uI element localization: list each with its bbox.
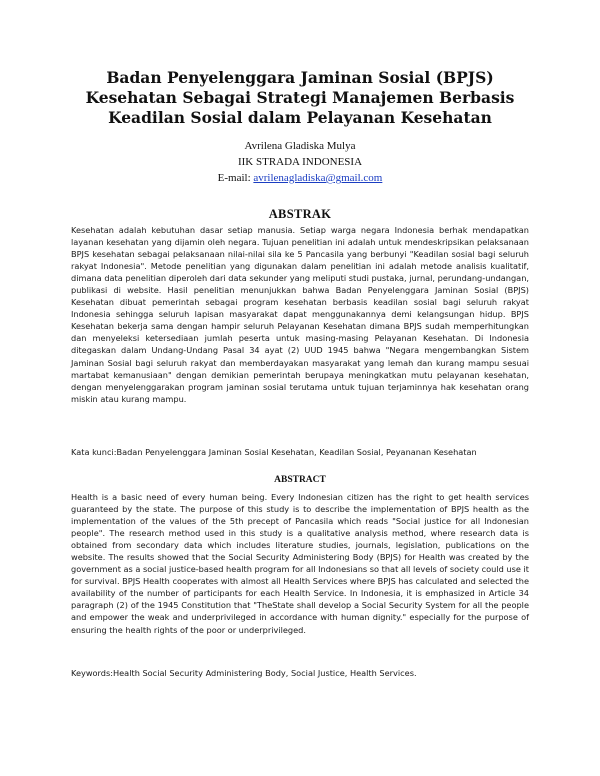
abstract-keywords: Keywords:Health Social Security Administering Body, Social Justice, Health Services. <box>71 668 417 678</box>
author-affiliation: IIK STRADA INDONESIA <box>237 156 363 168</box>
abstrak-keywords: Kata kunci:Badan Penyelenggara Jaminan Sosial Kesehatan, Keadilan Sosial, Peyananan Kesehatan <box>71 447 477 457</box>
author-block <box>150 138 450 186</box>
abstract-text: Health is a basic need of every human being. Every Indonesian citizen has the right to get health services guaranteed by the state. The purpose of this study is to describe the implementation of BPJS health as the implementation of the values of the 5th precept of Pancasila which reads "Social justice for all Indonesian people". The research method used in this study is a qualitative analysis method, where research data is obtained from secondary data which includes literature studies, journals, legislation, publications on the website. The results showed that the Social Security Administering Body (BPJS) for Health was created by the government as a social justice-based health program for all Indonesians so that all levels of society could use it for survival. BPJS Health cooperates with almost all Health Services where BPJS has calculated and selected the availability of the number of participants for each Health Service. In Indonesia, it is emphasized in Article 34 paragraph (2) of the 1945 Constitution that "TheState shall develop a Social Security System for all the people and empower the weak and underprivileged in accordance with human dignity." especially for the purpose of ensuring the health rights of the poor or underprivileged. <box>71 492 529 635</box>
abstract-heading: ABSTRACT <box>274 475 326 485</box>
author-email-line <box>150 170 450 186</box>
email-label: E-mail: <box>217 172 254 184</box>
abstrak-heading: ABSTRAK <box>268 207 332 221</box>
email-link[interactable]: avrilenagladiska@gmail.com <box>253 172 383 184</box>
abstrak-text: Kesehatan adalah kebutuhan dasar setiap manusia. Setiap warga negara Indonesia berhak mendapatkan layanan kesehatan yang dijamin oleh negara. Tujuan penelitian ini adalah untuk mendeskripsikan pelaksanaan BPJS kesehatan sebagai pelaksanaan nilai-nilai sila ke 5 Pancasila yang berbunyi "Keadilan sosial bagi seluruh rakyat Indonesia". Metode penelitian yang digunakan dalam penelitian ini adalah metode analisis kualitatif, dimana data penelitian diperoleh dari data sekunder yang meliputi studi pustaka, jurnal, perundang-undangan, publikasi di website. Hasil penelitian menunjukkan bahwa Badan Penyelenggara Jaminan Sosial (BPJS) Kesehatan dibuat pemerintah sebagai program kesehatan berbasis keadilan sosial bagi seluruh rakyat Indonesia sehingga seluruh lapisan masyarakat dapat menggunakannya demi kelangsungan hidup. BPJS Kesehatan bekerja sama dengan hampir seluruh Pelayanan Kesehatan dimana BPJS sudah memperhitungkan dan menyeleksi ketersediaan jumlah peserta untuk masing-masing Pelayanan Kesehatan. Di Indonesia ditegaskan dalam Undang-Undang Pasal 34 ayat (2) UUD 1945 bahwa "Negara mengembangkan Sistem Jaminan Sosial bagi seluruh rakyat dan memberdayakan masyarakat yang lemah dan kurang mampu sesuai martabat kemanusiaan" dengan demikian pemerintah berupaya meningkatkan mutu pelayanan kesehatan, dengan menyelenggarakan program jaminan sosial terutama untuk tujuan terjaminnya hak kesehatan orang miskin atau kurang mampu. <box>71 225 529 404</box>
paper-title: Badan Penyelenggara Jaminan Sosial (BPJS) Kesehatan Sebagai Strategi Manajemen Berbasis Keadilan Sosial dalam Pelayanan Kesehatan <box>85 68 515 127</box>
author-name: Avrilena Gladiska Mulya <box>244 140 356 152</box>
